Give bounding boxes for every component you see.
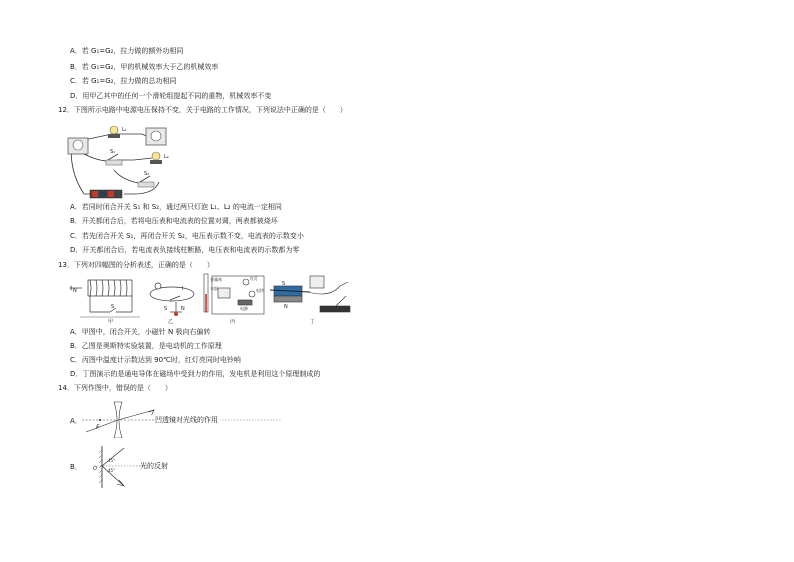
label-red-light: 红灯 <box>250 276 258 281</box>
label-l1: L₁ <box>122 127 127 133</box>
label-s2: S₂ <box>144 171 150 177</box>
q11-option-c: C．若 G₁=G₂，拉力做的总功相同 <box>70 77 177 85</box>
label-angle-1: 45° <box>108 458 116 463</box>
label-ding-n: N <box>284 304 288 310</box>
label-o: O <box>93 466 97 472</box>
q12-stem: 12．下图所示电路中电源电压保持不变，关于电路的工作情况，下列说法中正确的是（ ） <box>58 106 347 114</box>
label-mercury: 水银 <box>210 286 218 291</box>
q13-option-d: D．丁图演示的是通电导体在磁场中受到力的作用，发电机是利用这个原理制成的 <box>70 370 321 378</box>
label-yi-s: S <box>164 306 168 312</box>
switch-s1-icon <box>106 160 122 165</box>
q12-circuit-figure <box>64 120 176 202</box>
q11-option-a: A．若 G₁=G₂，拉力做的额外功相同 <box>70 47 184 55</box>
q13-stem: 13．下列对四幅图的分析表述，正确的是（ ） <box>58 261 214 269</box>
switch-s2-icon <box>138 182 154 187</box>
q12-option-b: B．开关都闭合后，若将电压表和电流表的位置对调，两表都被烧坏 <box>70 217 278 225</box>
q13-option-a: A．甲图中，闭合开关，小磁针 N 极向右偏转 <box>70 328 211 336</box>
label-bing: 丙 <box>230 319 236 324</box>
q13-option-b: B．乙图是奥斯特实验装置，是电动机的工作原理 <box>70 342 222 350</box>
q14-option-b-letter: B． <box>70 463 82 471</box>
q14-b-figure <box>84 446 144 488</box>
q14-stem: 14．下列作图中，错误的是（ ） <box>58 384 172 392</box>
q13-option-c: C．丙图中温度计示数达到 90℃时，红灯亮同时电铃响 <box>70 356 241 364</box>
q12-option-d: D．开关都闭合后，若电流表负接线柱断路，电压表和电流表的示数都为零 <box>70 246 300 254</box>
q14-option-a-caption: 凹透镜对光线的作用 <box>155 416 218 424</box>
label-ding: 丁 <box>310 319 316 324</box>
q11-option-b: B．若 G₁=G₂，甲的机械效率大于乙的机械效率 <box>70 63 219 71</box>
label-yi: 乙 <box>168 319 174 324</box>
label-angle-2: 45° <box>108 468 116 473</box>
label-jia: 甲 <box>108 319 114 324</box>
q11-option-d: D．用甲乙其中的任何一个滑轮组提起不同的重物，机械效率不变 <box>70 92 272 100</box>
q12-option-a: A．若同时闭合开关 S₁ 和 S₂，通过两只灯泡 L₁、L₂ 的电流一定相同 <box>70 203 282 211</box>
label-jia-n: N <box>73 288 77 294</box>
label-yi-i: I <box>182 286 184 292</box>
label-metal-wire: 金属丝 <box>210 277 222 282</box>
figure-jia <box>70 280 140 317</box>
label-jia-s: S <box>111 304 115 310</box>
figure-yi <box>150 283 194 316</box>
label-yi-n: N <box>181 306 185 312</box>
q14-option-b-caption: 光的反射 <box>140 462 168 470</box>
label-s1: S₁ <box>110 149 116 155</box>
q13-figures <box>70 272 360 324</box>
label-bell: 电铃 <box>256 288 264 293</box>
bulb-l2-icon <box>152 152 160 160</box>
q14-option-a-letter: A． <box>70 417 82 425</box>
label-power: 电源 <box>240 306 248 311</box>
label-ding-s: S <box>282 281 286 287</box>
bulb-l1-icon <box>110 126 118 134</box>
label-l2: L₂ <box>164 154 169 160</box>
q12-option-c: C．若先闭合开关 S₁，再闭合开关 S₂，电压表示数不变，电流表的示数变小 <box>70 232 304 240</box>
label-focus-f: F <box>96 424 100 431</box>
